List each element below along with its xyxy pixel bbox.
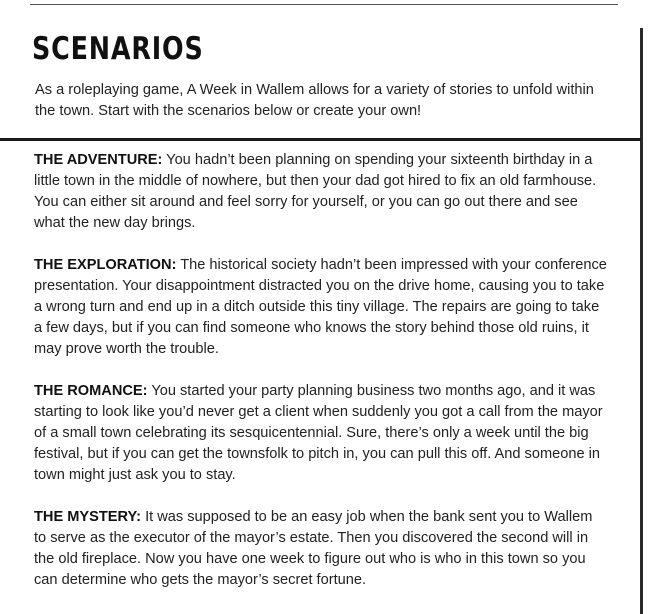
page-title: SCENARIOS [32,31,204,67]
scenario-label: THE EXPLORATION: [34,257,177,273]
scenario-exploration [34,255,608,360]
scenario-text: You hadn’t been planning on spending your sixteenth birthday in a little town in the middle of nowhere, but then your dad got hired to fix an old farmhouse. You can either sit around and feel sorry for yourself, or you can go out there and see what the new day brings. [34,152,597,231]
right-edge-border [640,28,643,614]
scenario-list [34,150,608,612]
scenario-text: The historical society hadn’t been impressed with your conference presentation. Your disappointment distracted you on the drive home, causing you to take a wrong turn and end up in a ditch outside this tiny village. The repairs are going to take a few days, but if you can find someone who knows the story behind those old ruins, it may prove worth the trouble. [34,257,607,357]
scenario-romance [34,381,608,486]
scenario-label: THE ADVENTURE: [34,152,163,168]
section-divider [0,138,641,141]
scenario-mystery [34,507,608,591]
scenario-label: THE ROMANCE: [34,383,148,399]
scenario-text: It was supposed to be an easy job when the bank sent you to Wallem to serve as the executor of the mayor’s estate. Then you discovered the second will in the old fireplace. Now you have one week to figure out who is who in this town so you can determine who gets the mayor’s secret fortune. [34,509,593,588]
scenario-label: THE MYSTERY: [34,509,142,525]
scenario-text: You started your party planning business two months ago, and it was starting to look like you’d never get a client when suddenly you got a call from the mayor of a small town celebrating its sesquicentennial. Sure, there’s only a week until the big festival, but if you can get the townsfolk to pitch in, you can pull this off. And someone in town might just ask you to stay. [34,383,603,483]
scenario-adventure [34,150,608,234]
intro-paragraph: As a roleplaying game, A Week in Wallem allows for a variety of stories to unfold within the town. Start with the scenarios below or create your own! [35,82,594,119]
top-rule [30,4,618,5]
